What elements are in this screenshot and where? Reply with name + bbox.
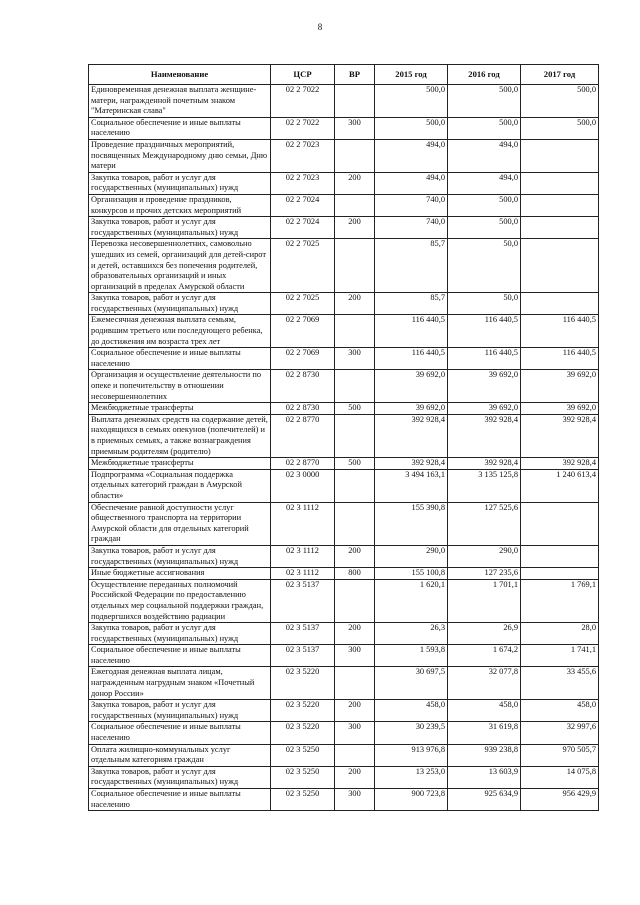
cell-name: Социальное обеспечение и иные выплаты населению (89, 722, 271, 744)
cell-vr (335, 579, 375, 622)
cell-name: Закупка товаров, работ и услуг для государственных (муниципальных) нужд (89, 217, 271, 239)
cell-csr: 02 3 0000 (271, 469, 335, 502)
cell-2016: 494,0 (448, 139, 521, 172)
cell-2017 (521, 194, 599, 216)
cell-2017: 500,0 (521, 117, 599, 139)
cell-2016: 392 928,4 (448, 414, 521, 457)
cell-vr (335, 139, 375, 172)
cell-csr: 02 3 5137 (271, 623, 335, 645)
cell-2015: 3 494 163,1 (375, 469, 448, 502)
cell-2015: 740,0 (375, 217, 448, 239)
cell-2015: 458,0 (375, 700, 448, 722)
cell-csr: 02 3 5220 (271, 667, 335, 700)
cell-2016: 500,0 (448, 217, 521, 239)
header-csr: ЦСР (271, 65, 335, 85)
cell-name: Выплата денежных средств на содержание детей, находящихся в семьях опекунов (попечителей) и в приемных семьях, а также вознаграждения приемным родителям (родителю) (89, 414, 271, 457)
table-row (89, 789, 599, 811)
cell-name: Закупка товаров, работ и услуг для государственных (муниципальных) нужд (89, 172, 271, 194)
cell-2016: 127 525,6 (448, 502, 521, 545)
cell-2016: 3 135 125,8 (448, 469, 521, 502)
cell-csr: 02 3 5137 (271, 645, 335, 667)
table-row (89, 403, 599, 415)
cell-name: Ежемесячная денежная выплата семьям, родившим третьего или последующего ребенка, до достижения им возраста трех лет (89, 315, 271, 348)
table-row (89, 545, 599, 567)
cell-2015: 290,0 (375, 545, 448, 567)
cell-csr: 02 3 1112 (271, 568, 335, 580)
cell-2015: 39 692,0 (375, 370, 448, 403)
cell-2016: 500,0 (448, 117, 521, 139)
table-row (89, 217, 599, 239)
cell-name: Закупка товаров, работ и услуг для государственных (муниципальных) нужд (89, 700, 271, 722)
cell-vr (335, 414, 375, 457)
table-row (89, 293, 599, 315)
table-row (89, 667, 599, 700)
cell-name: Осуществление переданных полномочий Российской Федерации по предоставлению отдельных мер социальной поддержки граждан, подвергшихся воздействию радиации (89, 579, 271, 622)
table-row (89, 469, 599, 502)
cell-name: Иные бюджетные ассигнования (89, 568, 271, 580)
table-row (89, 194, 599, 216)
cell-name: Межбюджетные трансферты (89, 458, 271, 470)
cell-name: Оплата жилищно-коммунальных услуг отдельным категориям граждан (89, 744, 271, 766)
table-row (89, 414, 599, 457)
cell-2016: 500,0 (448, 85, 521, 118)
table-row (89, 579, 599, 622)
cell-vr: 200 (335, 545, 375, 567)
cell-csr: 02 2 8770 (271, 414, 335, 457)
cell-2017: 32 997,6 (521, 722, 599, 744)
cell-vr (335, 370, 375, 403)
cell-vr: 300 (335, 645, 375, 667)
header-vr: ВР (335, 65, 375, 85)
cell-csr: 02 2 7023 (271, 172, 335, 194)
cell-csr: 02 2 8730 (271, 370, 335, 403)
cell-vr (335, 194, 375, 216)
cell-csr: 02 2 7069 (271, 315, 335, 348)
cell-2017 (521, 502, 599, 545)
cell-2015: 85,7 (375, 239, 448, 293)
cell-name: Закупка товаров, работ и услуг для государственных (муниципальных) нужд (89, 623, 271, 645)
cell-2016: 494,0 (448, 172, 521, 194)
cell-name: Перевозка несовершеннолетних, самовольно ушедших из семей, организаций для детей-сирот и детей, оставшихся без попечения родителей, образовательных организаций и иных организаций в пределах Амурской области (89, 239, 271, 293)
cell-vr (335, 239, 375, 293)
cell-2017: 500,0 (521, 85, 599, 118)
cell-vr (335, 469, 375, 502)
cell-name: Обеспечение равной доступности услуг общественного транспорта на территории Амурской области для отдельных категорий граждан (89, 502, 271, 545)
cell-name: Социальное обеспечение и иные выплаты населению (89, 789, 271, 811)
cell-name: Закупка товаров, работ и услуг для государственных (муниципальных) нужд (89, 766, 271, 788)
cell-2017: 1 769,1 (521, 579, 599, 622)
cell-2016: 31 619,8 (448, 722, 521, 744)
table-row (89, 700, 599, 722)
cell-name: Социальное обеспечение и иные выплаты населению (89, 348, 271, 370)
cell-csr: 02 3 5250 (271, 766, 335, 788)
cell-2017 (521, 139, 599, 172)
table-row (89, 172, 599, 194)
table-row (89, 370, 599, 403)
cell-2015: 26,3 (375, 623, 448, 645)
cell-2016: 50,0 (448, 293, 521, 315)
cell-2016: 39 692,0 (448, 403, 521, 415)
cell-csr: 02 3 5250 (271, 744, 335, 766)
cell-2017 (521, 172, 599, 194)
cell-2016: 1 701,1 (448, 579, 521, 622)
cell-name: Межбюджетные трансферты (89, 403, 271, 415)
cell-csr: 02 2 8770 (271, 458, 335, 470)
cell-2016: 500,0 (448, 194, 521, 216)
cell-csr: 02 3 1112 (271, 545, 335, 567)
cell-name: Организация и осуществление деятельности по опеке и попечительству в отношении несовершеннолетних (89, 370, 271, 403)
cell-2015: 13 253,0 (375, 766, 448, 788)
cell-2017 (521, 568, 599, 580)
cell-vr: 200 (335, 293, 375, 315)
table-row (89, 645, 599, 667)
cell-vr: 200 (335, 172, 375, 194)
cell-2017 (521, 217, 599, 239)
cell-2015: 30 239,5 (375, 722, 448, 744)
cell-vr: 300 (335, 348, 375, 370)
budget-table (88, 64, 599, 811)
cell-name: Проведение праздничных мероприятий, посвященных Международному дню семьи, Дню матери (89, 139, 271, 172)
cell-name: Единовременная денежная выплата женщине-матери, награжденной почетным знаком "Материнская слава" (89, 85, 271, 118)
cell-csr: 02 2 7024 (271, 194, 335, 216)
cell-2015: 494,0 (375, 139, 448, 172)
table-row (89, 722, 599, 744)
cell-2016: 116 440,5 (448, 348, 521, 370)
cell-vr: 500 (335, 403, 375, 415)
cell-csr: 02 2 8730 (271, 403, 335, 415)
cell-vr: 300 (335, 789, 375, 811)
cell-csr: 02 2 7025 (271, 239, 335, 293)
table-row (89, 458, 599, 470)
cell-csr: 02 2 7022 (271, 85, 335, 118)
table-row (89, 139, 599, 172)
table-row (89, 623, 599, 645)
cell-csr: 02 2 7023 (271, 139, 335, 172)
table-row (89, 502, 599, 545)
cell-csr: 02 3 5137 (271, 579, 335, 622)
table-row (89, 744, 599, 766)
cell-2015: 740,0 (375, 194, 448, 216)
cell-name: Организация и проведение праздников, конкурсов и прочих детских мероприятий (89, 194, 271, 216)
cell-2016: 939 238,8 (448, 744, 521, 766)
cell-vr (335, 667, 375, 700)
cell-name: Подпрограмма «Социальная поддержка отдельных категорий граждан в Амурской области» (89, 469, 271, 502)
cell-2015: 900 723,8 (375, 789, 448, 811)
cell-2015: 913 976,8 (375, 744, 448, 766)
cell-csr: 02 3 5220 (271, 700, 335, 722)
cell-vr (335, 315, 375, 348)
cell-2017: 39 692,0 (521, 403, 599, 415)
cell-2017: 39 692,0 (521, 370, 599, 403)
cell-vr: 200 (335, 766, 375, 788)
cell-vr (335, 85, 375, 118)
page-number: 8 (317, 22, 323, 32)
cell-vr: 300 (335, 117, 375, 139)
cell-2016: 1 674,2 (448, 645, 521, 667)
cell-csr: 02 2 7022 (271, 117, 335, 139)
cell-vr: 200 (335, 623, 375, 645)
cell-vr: 200 (335, 700, 375, 722)
cell-2017: 392 928,4 (521, 414, 599, 457)
cell-2016: 127 235,6 (448, 568, 521, 580)
header-2015: 2015 год (375, 65, 448, 85)
cell-csr: 02 2 7024 (271, 217, 335, 239)
cell-2016: 116 440,5 (448, 315, 521, 348)
cell-2016: 392 928,4 (448, 458, 521, 470)
cell-vr (335, 744, 375, 766)
cell-2015: 494,0 (375, 172, 448, 194)
cell-2016: 32 077,8 (448, 667, 521, 700)
cell-2017: 956 429,9 (521, 789, 599, 811)
cell-2017: 14 075,8 (521, 766, 599, 788)
cell-2015: 30 697,5 (375, 667, 448, 700)
cell-2017: 33 455,6 (521, 667, 599, 700)
cell-2015: 1 593,8 (375, 645, 448, 667)
cell-2016: 39 692,0 (448, 370, 521, 403)
cell-name: Социальное обеспечение и иные выплаты населению (89, 117, 271, 139)
cell-2015: 500,0 (375, 117, 448, 139)
cell-2015: 392 928,4 (375, 458, 448, 470)
cell-csr: 02 2 7025 (271, 293, 335, 315)
cell-csr: 02 3 1112 (271, 502, 335, 545)
cell-vr: 300 (335, 722, 375, 744)
cell-2017 (521, 239, 599, 293)
cell-2015: 392 928,4 (375, 414, 448, 457)
cell-2015: 1 620,1 (375, 579, 448, 622)
cell-2017 (521, 293, 599, 315)
cell-2015: 116 440,5 (375, 348, 448, 370)
table-row (89, 348, 599, 370)
table-body (89, 85, 599, 811)
cell-2016: 290,0 (448, 545, 521, 567)
cell-2016: 50,0 (448, 239, 521, 293)
cell-2017: 1 741,1 (521, 645, 599, 667)
cell-2015: 155 390,8 (375, 502, 448, 545)
cell-name: Закупка товаров, работ и услуг для государственных (муниципальных) нужд (89, 545, 271, 567)
cell-2017: 116 440,5 (521, 348, 599, 370)
cell-2017: 1 240 613,4 (521, 469, 599, 502)
cell-2016: 925 634,9 (448, 789, 521, 811)
cell-csr: 02 3 5220 (271, 722, 335, 744)
cell-csr: 02 3 5250 (271, 789, 335, 811)
table-row (89, 117, 599, 139)
cell-2016: 458,0 (448, 700, 521, 722)
cell-name: Ежегодная денежная выплата лицам, награжденным нагрудным знаком «Почетный донор России» (89, 667, 271, 700)
table-row (89, 766, 599, 788)
cell-2017: 970 505,7 (521, 744, 599, 766)
table-row (89, 85, 599, 118)
cell-2016: 26,9 (448, 623, 521, 645)
cell-2015: 155 100,8 (375, 568, 448, 580)
cell-2015: 500,0 (375, 85, 448, 118)
cell-2015: 85,7 (375, 293, 448, 315)
cell-2015: 39 692,0 (375, 403, 448, 415)
table-header-row (89, 65, 599, 85)
cell-2017: 392 928,4 (521, 458, 599, 470)
table-row (89, 239, 599, 293)
cell-2017: 116 440,5 (521, 315, 599, 348)
header-2016: 2016 год (448, 65, 521, 85)
cell-vr (335, 502, 375, 545)
cell-vr: 800 (335, 568, 375, 580)
cell-2017 (521, 545, 599, 567)
cell-2015: 116 440,5 (375, 315, 448, 348)
cell-2017: 28,0 (521, 623, 599, 645)
cell-name: Закупка товаров, работ и услуг для государственных (муниципальных) нужд (89, 293, 271, 315)
table-row (89, 568, 599, 580)
table-row (89, 315, 599, 348)
cell-name: Социальное обеспечение и иные выплаты населению (89, 645, 271, 667)
cell-vr: 200 (335, 217, 375, 239)
header-name: Наименование (89, 65, 271, 85)
cell-2017: 458,0 (521, 700, 599, 722)
cell-csr: 02 2 7069 (271, 348, 335, 370)
header-2017: 2017 год (521, 65, 599, 85)
cell-vr: 500 (335, 458, 375, 470)
cell-2016: 13 603,9 (448, 766, 521, 788)
